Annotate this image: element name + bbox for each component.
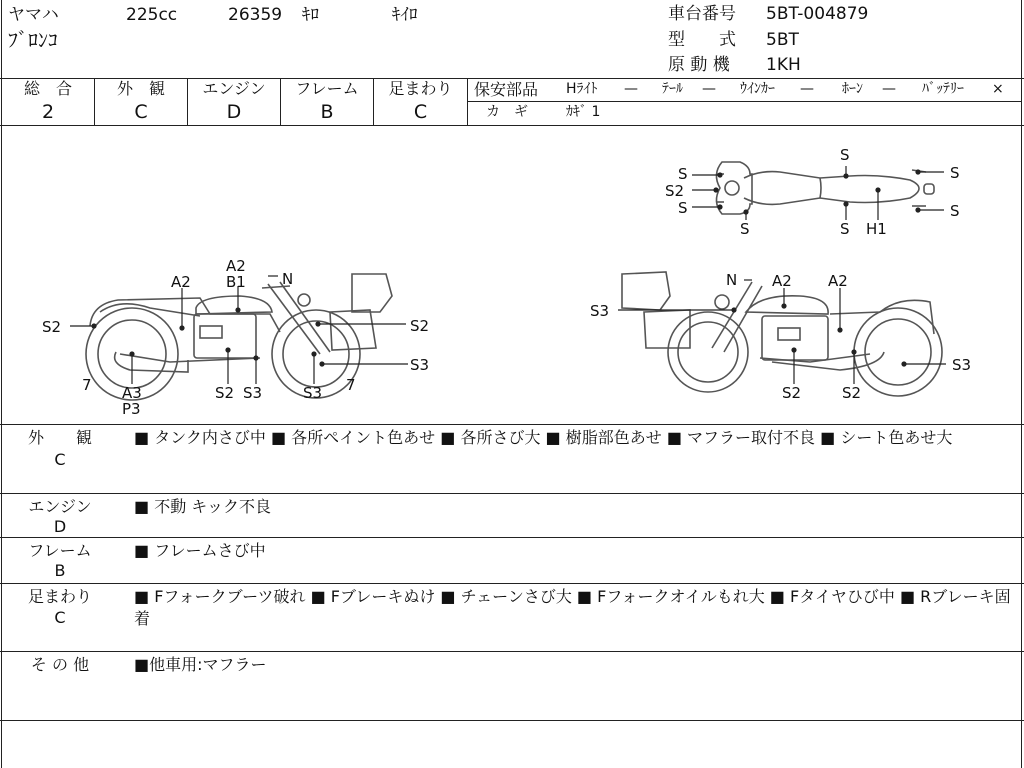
left-label-s2-rear: S2 [42, 318, 62, 336]
key-value: ｶｷﾞ 1 [566, 104, 601, 120]
right-label-a2-tank: A2 [772, 272, 792, 290]
right-label-a2-side: A2 [828, 272, 848, 290]
safety-parts-label: 保安部品 [474, 80, 539, 99]
top-label-s2: S2 [665, 182, 685, 200]
part-winker: ｳｲﾝｶｰ [740, 81, 775, 97]
color: ｷｲﾛ [392, 5, 418, 25]
top-label-h1: H1 [866, 220, 887, 238]
model-type-value: 5BT [766, 30, 799, 50]
left-label-n: N [282, 270, 294, 288]
model-type-label: 型 式 [668, 30, 736, 50]
right-label-s3-fairing: S3 [590, 302, 610, 320]
left-label-a3: A3 [122, 384, 142, 402]
left-label-s3-front: S3 [410, 356, 430, 374]
frame-section-text: ■ フレームさび中 [134, 541, 266, 560]
other-section-label: そ の 他 [30, 655, 90, 674]
grade-frame-value: B [320, 101, 334, 123]
damage-diagram [0, 126, 1024, 424]
top-view-bike-outline [716, 162, 934, 214]
top-label-s-4: S [840, 146, 850, 164]
grade-frame-label: フレーム [295, 79, 359, 98]
grade-engine-label: エンジン [202, 79, 266, 98]
mileage: 26359 [228, 5, 283, 25]
exterior-section-label: 外 観 [27, 428, 92, 447]
engine-section-label: エンジン [28, 497, 92, 516]
left-label-s3-fork: S3 [303, 384, 323, 402]
part-horn-status: — [882, 81, 896, 97]
frame-number-value: 5BT-004879 [766, 4, 869, 24]
top-label-s-6: S [950, 164, 960, 182]
frame-number-label: 車台番号 [668, 4, 736, 24]
top-label-s-5: S [840, 220, 850, 238]
left-label-a2-tank: A2 [226, 257, 246, 275]
suspension-section-grade: C [54, 608, 66, 627]
maker: ヤマハ [8, 5, 59, 25]
engine-type-label: 原 動 機 [668, 55, 730, 75]
top-label-s-7: S [950, 202, 960, 220]
part-battery-status: × [992, 81, 1004, 97]
right-label-s3-rear: S3 [952, 356, 972, 374]
key-label: カ ギ [486, 104, 528, 120]
top-label-s-3: S [740, 220, 750, 238]
part-headlight-status: — [624, 81, 638, 97]
model-name: ﾌﾞﾛﾝｺ [8, 28, 58, 52]
grade-overall-value: 2 [41, 101, 55, 123]
grade-engine-value: D [226, 101, 242, 123]
grade-exterior-label: 外 観 [116, 79, 165, 98]
part-horn: ﾎｰﾝ [842, 81, 863, 97]
part-winker-status: — [800, 81, 814, 97]
grade-suspension-label: 足まわり [388, 79, 453, 98]
part-taillight: ﾃｰﾙ [662, 81, 683, 97]
grade-exterior-value: C [134, 101, 148, 123]
part-taillight-status: — [702, 81, 716, 97]
right-label-s2-engine: S2 [782, 384, 802, 402]
suspension-section-text: ■ Fフォークブーツ破れ ■ Fブレーキぬけ ■ チェーンさび大 ■ Fフォークオイルもれ大 ■ Fタイヤひび中 ■ Rブレーキ固着 [134, 587, 1011, 628]
mileage-unit: ｷﾛ [302, 5, 319, 25]
displacement: 225cc [126, 5, 178, 25]
right-label-n: N [726, 271, 738, 289]
top-label-s-2: S [678, 199, 688, 217]
left-label-b1: B1 [226, 273, 246, 291]
left-label-7-front: 7 [346, 376, 356, 394]
frame-section-label: フレーム [28, 541, 92, 560]
part-headlight: Hﾗｲﾄ [566, 81, 598, 97]
grade-suspension-value: C [413, 101, 428, 123]
engine-type-value: 1KH [766, 55, 801, 75]
left-label-7-rear: 7 [82, 376, 92, 394]
right-view-bike-outline [622, 272, 942, 396]
suspension-section-label: 足まわり [27, 587, 92, 606]
engine-section-grade: D [53, 517, 67, 536]
frame-section-grade: B [54, 561, 66, 580]
grade-overall-label: 総 合 [23, 79, 72, 98]
top-label-s-1: S [678, 165, 688, 183]
right-label-s2-muffler: S2 [842, 384, 862, 402]
left-label-s3-engine: S3 [243, 384, 263, 402]
engine-section-text: ■ 不動 キック不良 [134, 497, 271, 516]
left-label-p3: P3 [122, 400, 141, 418]
exterior-section-grade: C [54, 450, 66, 469]
exterior-section-text: ■ タンク内さび中 ■ 各所ペイント色あせ ■ 各所さび大 ■ 樹脂部色あせ ■ マフラー取付不良 ■ シート色あせ大 [134, 428, 953, 447]
part-battery: ﾊﾞｯﾃﾘｰ [922, 81, 964, 97]
left-label-s2-front: S2 [410, 317, 430, 335]
other-section-text: ■他車用:マフラー [134, 655, 267, 674]
left-label-a2-seat: A2 [171, 273, 191, 291]
left-label-s2-engine: S2 [215, 384, 235, 402]
